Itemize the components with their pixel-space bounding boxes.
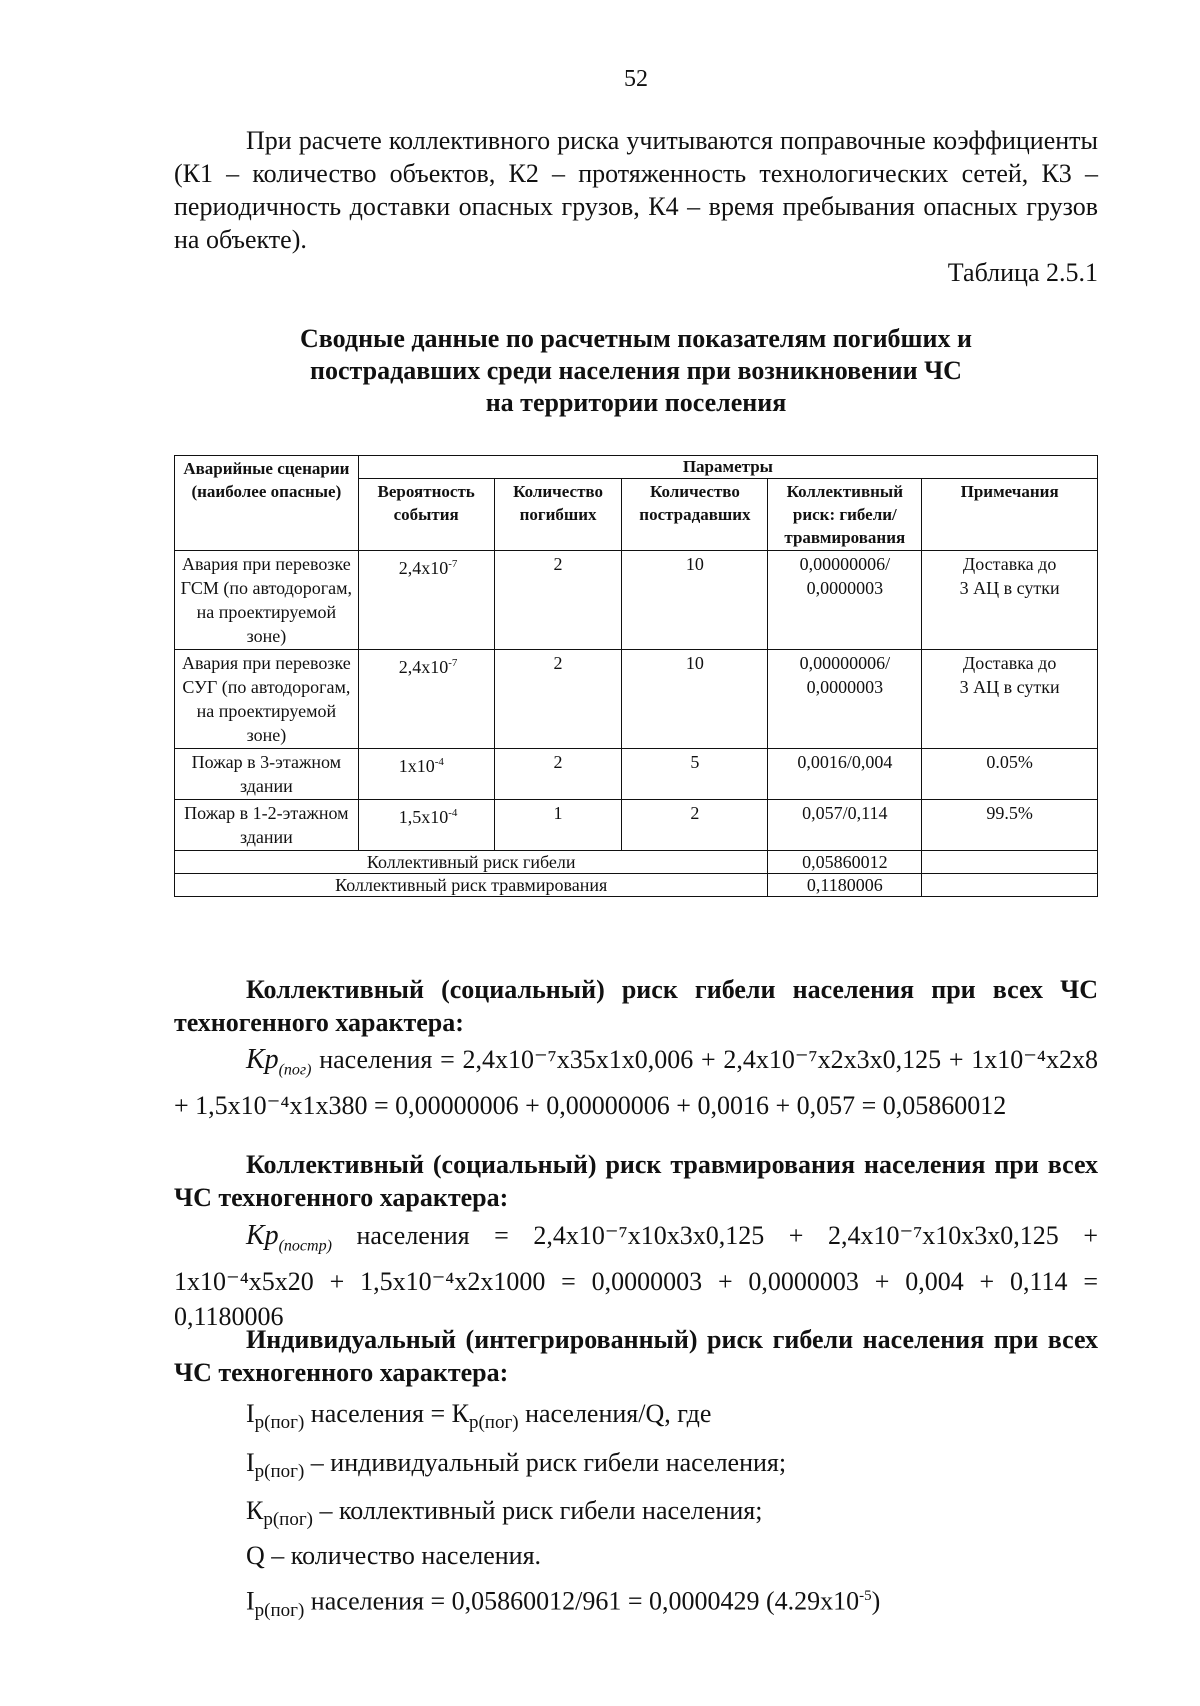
cell-risk: 0,00000006/ 0,0000003 [768, 551, 922, 650]
total-death-value: 0,05860012 [768, 851, 922, 874]
total-injury-value: 0,1180006 [768, 874, 922, 897]
cell-scenario: Авария при перевозке ГСМ (по автодорогам, на проектируемой зоне) [175, 551, 359, 650]
cell-scenario: Авария при перевозке СУГ (по автодорогам, на проектируемой зоне) [175, 650, 359, 749]
header-scenario: Аварийные сценарии (наиболее опасные) [175, 456, 359, 551]
header-notes: Примечания [922, 479, 1098, 551]
risk-summary-table [174, 455, 1098, 897]
definition-line: Q – количество населения. [246, 1541, 542, 1570]
table-total-row [175, 874, 1098, 897]
formula-injury: $Кр_{(постр)}$ населения = 2,4x10⁻⁷x10x3x0,125 + 2,4x10⁻⁷x10x3x0,125 + 1x10⁻⁴x5x20 + 1,5x10⁻⁴x2x1000 = 0,0000003 + 0,0000003 + 0,004 + 0,114 = 0,1180006 [174, 1220, 1098, 1331]
section-heading-death: Коллективный (социальный) риск гибели населения при всех ЧС техногенного характера: [174, 975, 1098, 1037]
table-row [175, 749, 1098, 800]
total-death-label: Коллективный риск гибели [175, 851, 768, 874]
header-parameters: Параметры [358, 456, 1097, 479]
cell-injured: 10 [622, 650, 768, 749]
cell-probability: $1x10^{-4}$ [358, 749, 494, 800]
cell-scenario: Пожар в 3-этажном здании [175, 749, 359, 800]
total-death-note [922, 851, 1098, 874]
cell-injured: 2 [622, 800, 768, 851]
header-collective-risk: Коллективный риск: гибели/ травмирования [768, 479, 922, 551]
cell-killed: 2 [494, 650, 622, 749]
cell-probability: $2,4x10^{-7}$ [358, 551, 494, 650]
cell-injured: 10 [622, 551, 768, 650]
table-row [175, 800, 1098, 851]
header-injured: Количество пострадавших [622, 479, 768, 551]
cell-scenario: Пожар в 1-2-этажном здании [175, 800, 359, 851]
cell-note: 0.05% [922, 749, 1098, 800]
cell-risk: 0,0016/0,004 [768, 749, 922, 800]
intro-paragraph: При расчете коллективного риска учитываются поправочные коэффициенты (К1 – количество объектов, К2 – протяженность технологических сетей, К3 – периодичность доставки опасных грузов, К4 – время пребывания опасных грузов на объекте). [174, 126, 1098, 254]
table-title-line: на территории поселения [485, 388, 787, 417]
cell-killed: 2 [494, 551, 622, 650]
table-title-line: пострадавших среди населения при возникновении ЧС [310, 356, 962, 385]
section-heading-individual: Индивидуальный (интегрированный) риск гибели населения при всех ЧС техногенного характера: [174, 1325, 1098, 1387]
total-injury-note [922, 874, 1098, 897]
cell-risk: 0,00000006/ 0,0000003 [768, 650, 922, 749]
cell-injured: 5 [622, 749, 768, 800]
cell-note: Доставка до 3 АЦ в сутки [922, 650, 1098, 749]
cell-risk: 0,057/0,114 [768, 800, 922, 851]
definition-line: $I_{р(пог)}$ населения = $К_{р(пог)}$ населения/Q, где [246, 1399, 712, 1434]
table-title [174, 323, 1098, 419]
header-probability: Вероятность события [358, 479, 494, 551]
formula-death: $Кр_{(пог)}$ населения = 2,4x10⁻⁷x35x1x0,006 + 2,4x10⁻⁷x2x3x0,125 + 1x10⁻⁴x2x8 + 1,5x10⁻⁴x1x380 = 0,00000006 + 0,00000006 + 0,0016 + 0,057 = 0,05860012 [174, 1044, 1098, 1120]
header-killed: Количество погибших [494, 479, 622, 551]
table-total-row [175, 851, 1098, 874]
table-title-line: Сводные данные по расчетным показателям погибших и [300, 324, 972, 353]
cell-probability: $2,4x10^{-7}$ [358, 650, 494, 749]
cell-killed: 1 [494, 800, 622, 851]
table-label: Таблица 2.5.1 [947, 258, 1098, 287]
definition-line: $I_{р(пог)}$ – индивидуальный риск гибели населения; [246, 1448, 787, 1483]
total-injury-label: Коллективный риск травмирования [175, 874, 768, 897]
result-line: $I_{р(пог)}$ населения = 0,05860012/961 = 0,0000429 $(4.29x10^{-5})$ [246, 1586, 881, 1621]
table-row [175, 650, 1098, 749]
section-heading-injury: Коллективный (социальный) риск травмирования населения при всех ЧС техногенного характера: [174, 1150, 1098, 1212]
page-number: 52 [624, 66, 648, 92]
definition-line: $К_{р(пог)}$ – коллективный риск гибели населения; [246, 1496, 763, 1531]
cell-note: Доставка до 3 АЦ в сутки [922, 551, 1098, 650]
cell-probability: $1,5x10^{-4}$ [358, 800, 494, 851]
cell-killed: 2 [494, 749, 622, 800]
cell-note: 99.5% [922, 800, 1098, 851]
table-row [175, 551, 1098, 650]
